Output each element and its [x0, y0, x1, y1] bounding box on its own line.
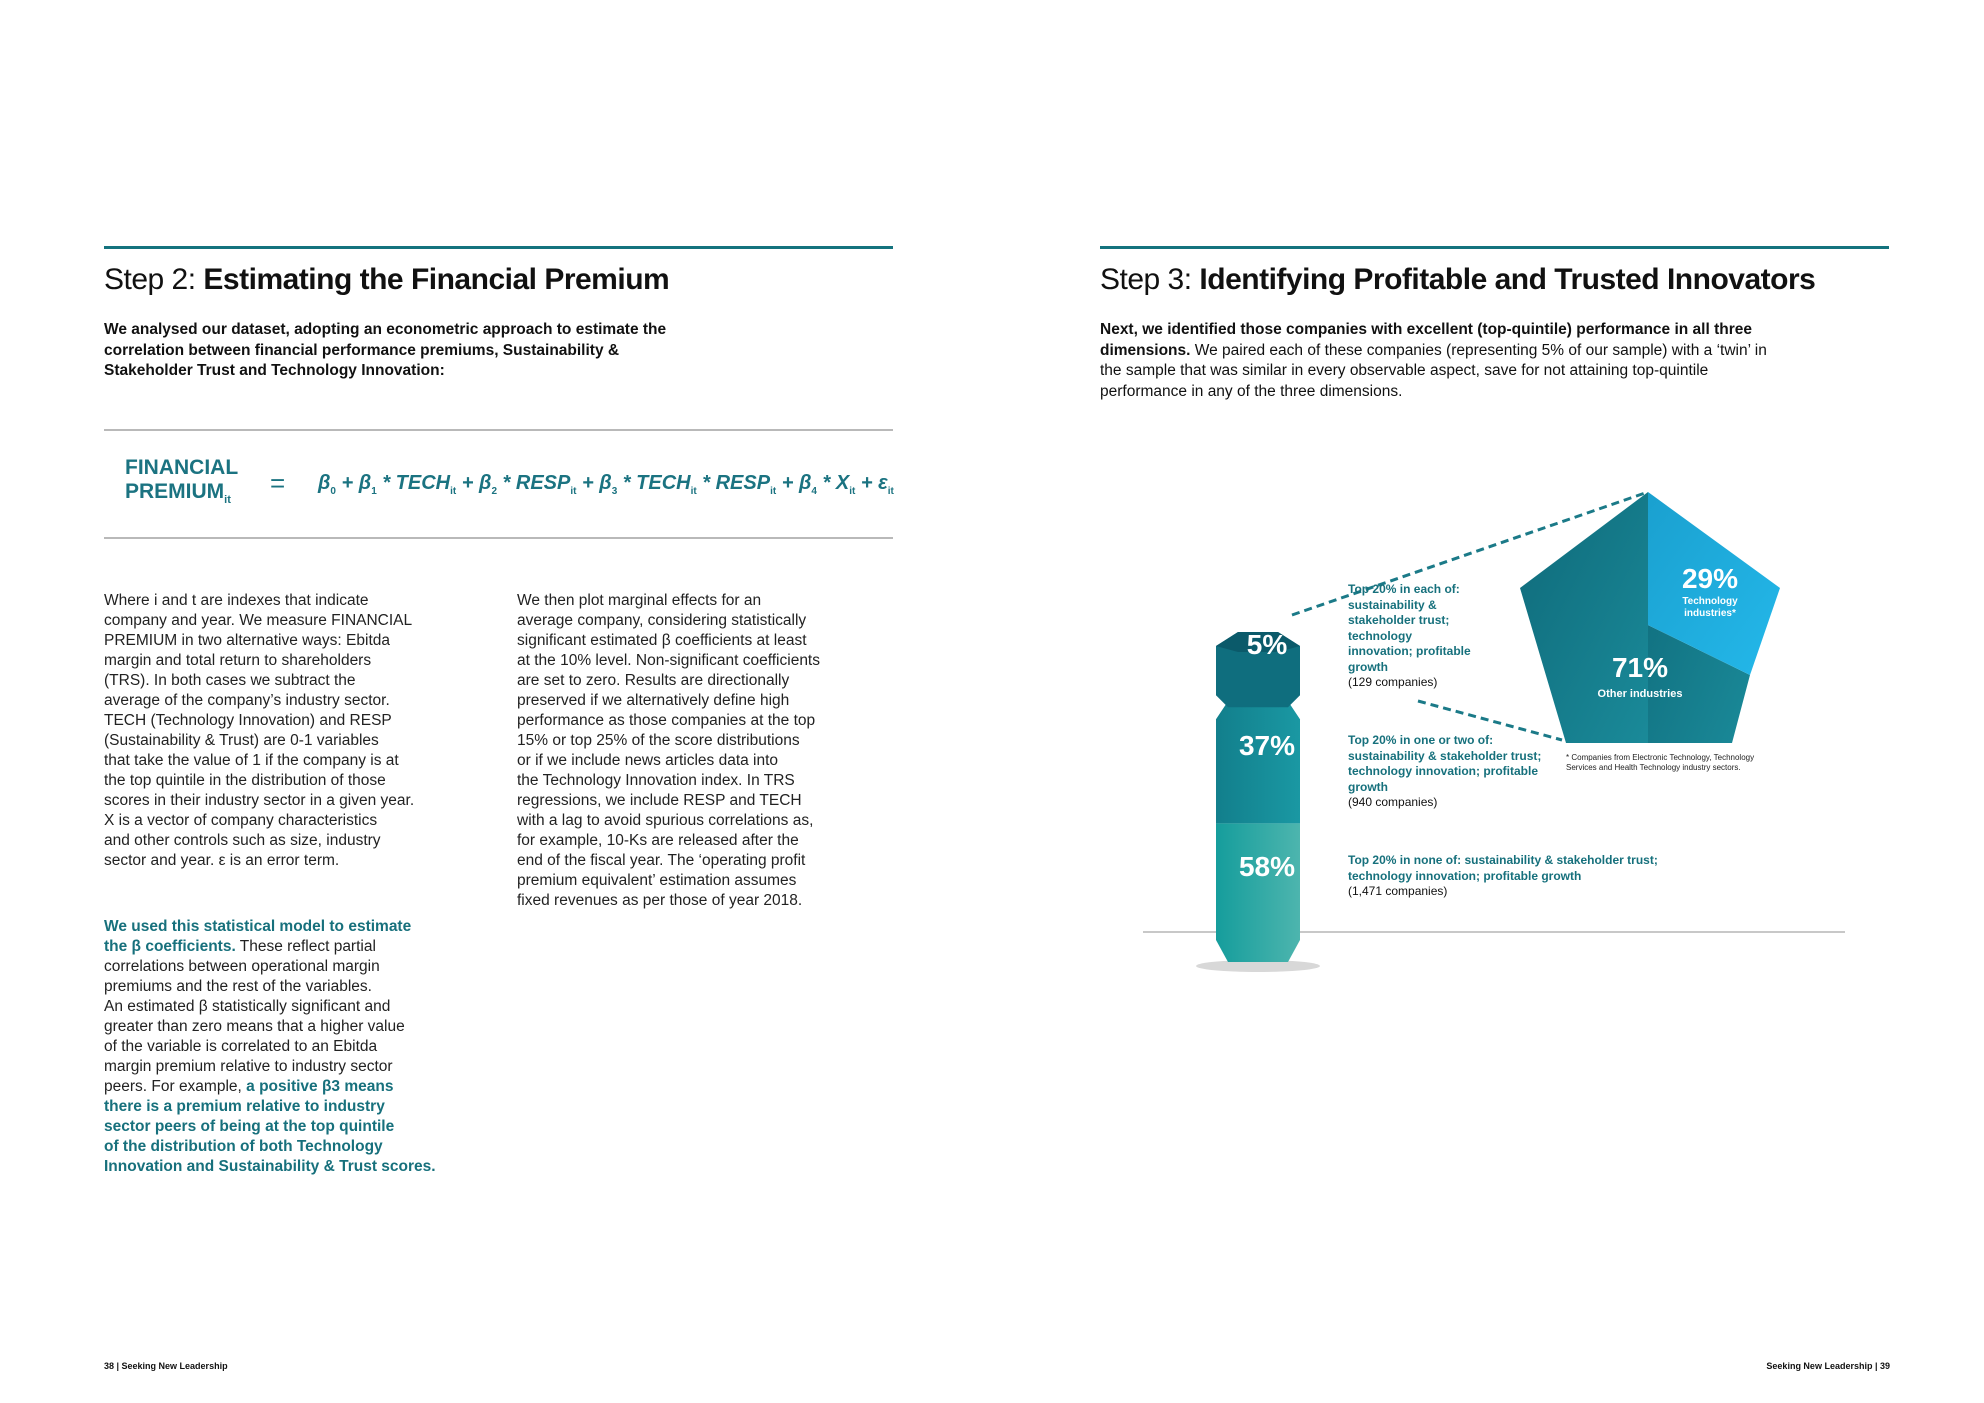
col1-para2-bold2: a positive β3 means there is a premium relative to industry sector peers of being at the top quintile of the distribution of both Technology Innovation and Sustainability & Trust scores. — [104, 1078, 436, 1175]
pct-mid: 37% — [1238, 730, 1296, 761]
label-technology: Technology industries* — [1682, 596, 1738, 619]
col1-paragraph-1: Where i and t are indexes that indicate company and year. We measure FINANCIAL PREMIUM in two alternative ways: Ebitda margin and total return to shareholders (TRS). In both cases we subtract the average of the company’s industry sector. TECH (Technology Innovation) and RESP (Sustainability & Trust) are 0-1 variables that take the value of 1 if the company is at the top quintile in the distribution of those scores in their industry sector in a given year. X is a vector of company characteristics and other controls such as size, industry sector and year. ε is an error term. — [104, 592, 415, 869]
right-step-heading: Identifying Profitable and Trusted Innovators — [1199, 263, 1816, 296]
formula-lhs-line1: FINANCIAL — [125, 456, 239, 479]
pct-top: 5% — [1246, 629, 1288, 660]
right-step-title — [1100, 261, 1815, 299]
pct-technology: 29% — [1681, 563, 1739, 594]
formula-equals: = — [270, 468, 286, 498]
left-step-heading: Estimating the Financial Premium — [203, 263, 670, 296]
right-top-rule — [1100, 246, 1889, 249]
right-lead-bold: Next, we identified those companies with excellent (top-quintile) performance in all three dimensions. — [1100, 321, 1752, 359]
col2-paragraph: We then plot marginal effects for an average company, considering statistically significant estimated β coefficients at least at the 10% level. Non-significant coefficients are set to zero. Results are directionally preserved if we alternatively define high performance as those companies at the top 15% or top 25% of the score distributions or if we include news articles data into the Technology Innovation index. In TRS regressions, we include RESP and TECH with a lag to avoid spurious correlations as, for example, 10-Ks are released after the end of the fiscal year. The ‘operating profit premium equivalent’ estimation assumes fixed revenues as per those of year 2018. — [517, 592, 820, 909]
segment-none — [1216, 823, 1300, 962]
footnote: * Companies from Electronic Technology, Technology Services and Health Technology industry sectors. — [1566, 753, 1755, 772]
right-lead-paragraph — [1100, 320, 1790, 402]
formula-bottom-rule — [104, 537, 893, 539]
left-top-rule — [104, 246, 893, 249]
label-bottom: Top 20% in none of: sustainability & stakeholder trust; technology innovation; profitable growth (1,471 companies) — [1348, 853, 1658, 898]
infographic — [1100, 470, 1900, 990]
left-step-prefix: Step 2: — [104, 263, 196, 296]
label-mid: Top 20% in one or two of: sustainability & stakeholder trust; technology innovation; profitable growth (940 companies) — [1348, 733, 1542, 809]
col1-para2-text: These reflect partial correlations between operational margin premiums and the rest of the variables. An estimated β statistically significant and greater than zero means that a higher value of the variable is correlated to an Ebitda margin premium relative to industry sector peers. For example, — [104, 938, 405, 1095]
right-footer: Seeking New Leadership | 39 — [1766, 1361, 1890, 1371]
left-lead-paragraph: We analysed our dataset, adopting an econometric approach to estimate the correlation between financial performance premiums, Sustainability & Stakeholder Trust and Technology Innovation: — [104, 321, 667, 379]
formula-lhs-line2: $PREMIUM_{it}$ — [125, 480, 231, 507]
col1-para2-bold: We used this statistical model to estimate the β coefficients. — [104, 918, 412, 955]
col1-paragraph-2 — [104, 897, 504, 1177]
formula-rhs: $\beta_0 + \beta_1$ * $TECH_{it} + \beta_2$ * $RESP_{it} + \beta_3$ * $TECH_{it}$ * $RESP_{it} + \beta_4 * X_{it} + \varepsilon_{it}$ — [318, 472, 894, 497]
label-other: Other industries — [1597, 688, 1683, 700]
formula-top-rule — [104, 429, 893, 431]
pct-other: 71% — [1611, 652, 1669, 683]
pct-bottom: 58% — [1238, 851, 1296, 882]
right-lead-text: We paired each of these companies (representing 5% of our sample) with a ‘twin’ in the sample that was similar in every observable aspect, save for not attaining top-quintile performance in any of the three dimensions. — [1100, 341, 1767, 400]
segment-one-or-two — [1216, 701, 1300, 823]
label-top: Top 20% in each of: sustainability & stakeholder trust; technology innovation; profitable growth (129 companies) — [1348, 582, 1471, 689]
left-footer: 38 | Seeking New Leadership — [104, 1361, 228, 1371]
formula-lhs — [125, 456, 238, 512]
left-step-title — [104, 261, 669, 299]
right-step-prefix: Step 3: — [1100, 263, 1192, 296]
